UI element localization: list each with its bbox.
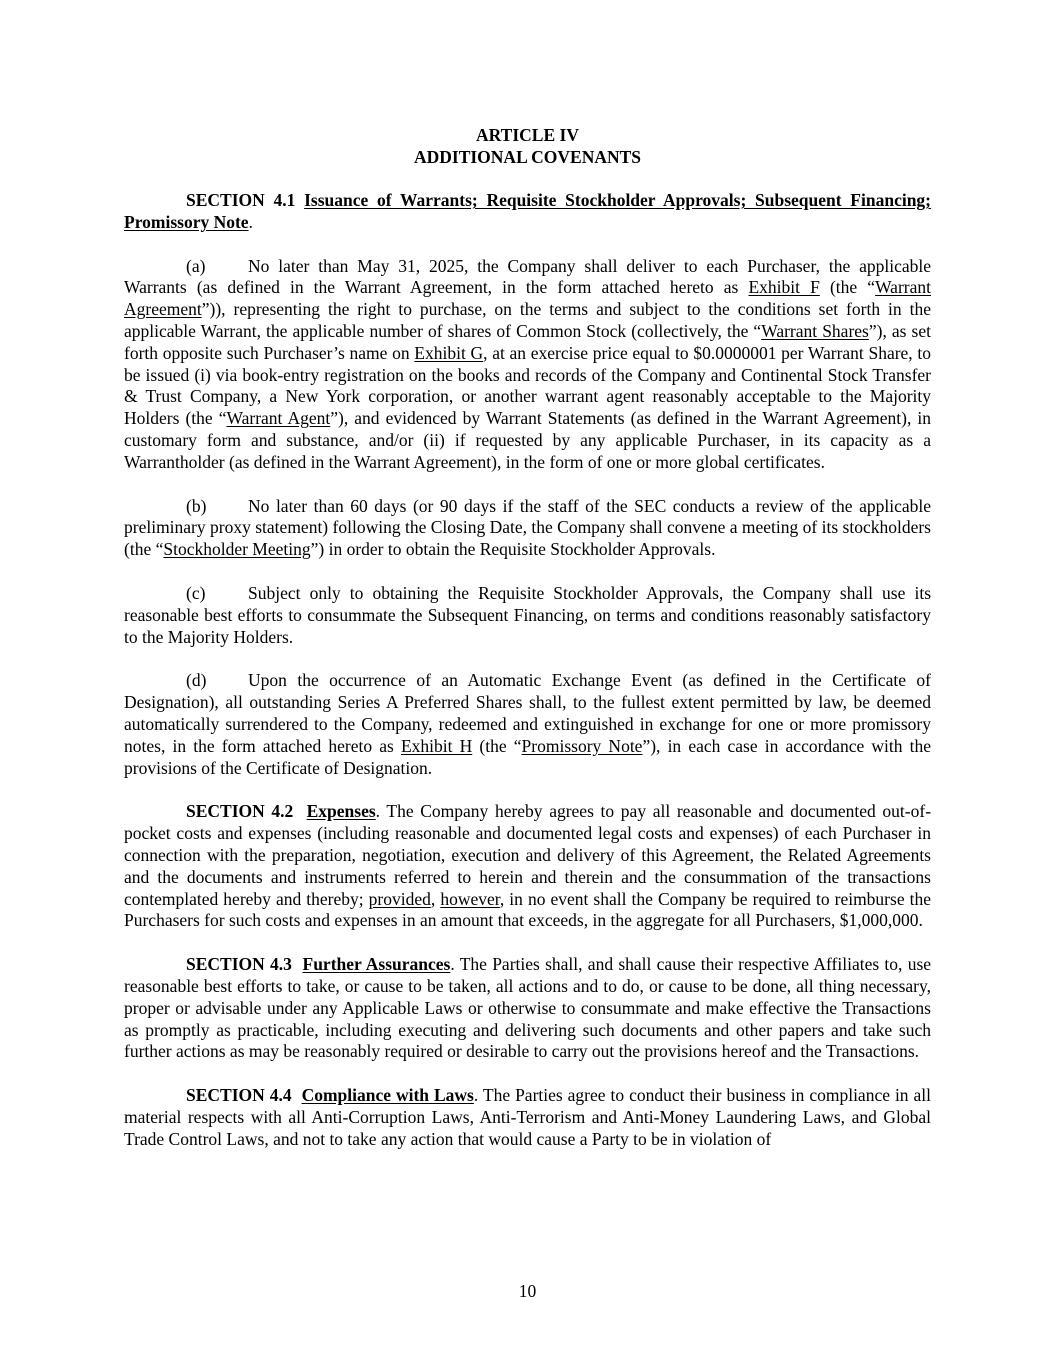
section-title: Further Assurances bbox=[302, 954, 451, 975]
document-page bbox=[124, 124, 931, 1150]
paragraph-4-1-d: (d) Upon the occurrence of an Automatic Exchange Event (as defined in the Certificate of Designation), all outstanding Series A Preferred Shares shall, to the fullest extent permitted by law, be deemed automatically surrendered to the Company, redeemed and extinguished in exchange for one or more promissory notes, in the form attached hereto as Exhibit H (the “Promissory Note”), in each case in accordance with the provisions of the Certificate of Designation. bbox=[124, 670, 932, 778]
section-4-2: SECTION 4.2 Expenses. The Company hereby agrees to pay all reasonable and documented out-of-pocket costs and expenses (including reasonable and documented legal costs and expenses) of each Purchaser in connection with the preparation, negotiation, execution and delivery of this Agreement, the Related Agreements and the documents and instruments referred to herein and therein and the consummation of the transactions contemplated hereby and thereby; provided, however, in no event shall the Company be required to reimburse the Purchasers for such costs and expenses in an amount that exceeds, in the aggregate for all Purchasers, $1,000,000. bbox=[124, 801, 932, 931]
page-number: 10 bbox=[518, 1281, 537, 1301]
paragraph-4-1-c: (c) Subject only to obtaining the Requisite Stockholder Approvals, the Company shall use its reasonable best efforts to consummate the Subsequent Financing, on terms and conditions reasonably satisfactory to the Majority Holders. bbox=[124, 582, 931, 647]
clause-marker: (d) bbox=[186, 670, 207, 691]
paragraph-4-1-b: (b) No later than 60 days (or 90 days if the staff of the SEC conducts a review of the applicable preliminary proxy statement) following the Closing Date, the Company shall convene a meeting of its stockholders (the “Stockholder Meeting”) in order to obtain the Requisite Stockholder Approvals. bbox=[124, 495, 931, 560]
clause-marker: (b) bbox=[186, 495, 207, 516]
article-number: ARTICLE IV bbox=[476, 125, 579, 145]
section-4-3: SECTION 4.3 Further Assurances. The Parties shall, and shall cause their respective Affiliates to, use reasonable best efforts to take, or cause to be taken, all actions and to do, or cause to be done, all thing necessary, proper or advisable under any Applicable Laws or otherwise to consummate and make effective the Transactions as promptly as practicable, including executing and delivering such documents and other papers and take such further actions as may be reasonably required or desirable to carry out the provisions hereof and the Transactions. bbox=[124, 954, 932, 1062]
defined-term-link: Exhibit H bbox=[400, 735, 473, 756]
section-4-4: SECTION 4.4 Compliance with Laws. The Parties agree to conduct their business in compliance in all material respects with all Anti-Corruption Laws, Anti-Terrorism and Anti-Money Laundering Laws, and Global Trade Control Laws, and not to take any action that would cause a Party to be in violation of bbox=[124, 1085, 932, 1149]
defined-term-link: Exhibit G bbox=[414, 342, 484, 363]
article-title: ADDITIONAL COVENANTS bbox=[413, 147, 642, 167]
clause-marker: (a) bbox=[186, 255, 206, 276]
defined-term: Warrant Shares bbox=[761, 320, 869, 341]
paragraph-4-1-a: (a) No later than May 31, 2025, the Company shall deliver to each Purchaser, the applicable Warrants (as defined in the Warrant Agreement, in the form attached hereto as Exhibit F (the “Warrant Agreement”)), representing the right to purchase, on the terms and subject to the conditions set forth in the applicable Warrant, the applicable number of shares of Common Stock (collectively, the “Warrant Shares”), as set forth opposite such Purchaser’s name on Exhibit G, at an exercise price equal to $0.0000001 per Warrant Share, to be issued (i) via book-entry registration on the books and records of the Company and Continental Stock Transfer & Trust Company, a New York corporation, or another warrant agent reasonably acceptable to the Majority Holders (the “Warrant Agent”), and evidenced by Warrant Statements (as defined in the Warrant Agreement), in customary form and substance, and/or (ii) if requested by any applicable Purchaser, in its capacity as a Warrantholder (as defined in the Warrant Agreement), in the form of one or more global certificates. bbox=[124, 255, 931, 472]
defined-term-link: Exhibit F bbox=[748, 277, 820, 298]
section-label: SECTION 4.4 bbox=[186, 1085, 292, 1106]
defined-term: however bbox=[440, 888, 500, 909]
defined-term: Warrant Agent bbox=[226, 408, 331, 429]
section-title: Issuance of Warrants; Requisite Stockholder Approvals; Subsequent Financing; Promissory Note bbox=[124, 190, 932, 232]
clause-marker: (c) bbox=[186, 582, 206, 603]
section-4-1-heading: SECTION 4.1 Issuance of Warrants; Requisite Stockholder Approvals; Subsequent Financing; Promissory Note. bbox=[124, 190, 932, 232]
defined-term: Warrant Agreement bbox=[124, 277, 931, 320]
defined-term: Stockholder Meeting bbox=[163, 539, 311, 560]
article-heading bbox=[124, 124, 931, 168]
defined-term: provided bbox=[368, 888, 431, 909]
section-label: SECTION 4.3 bbox=[186, 954, 292, 975]
section-title: Compliance with Laws bbox=[301, 1085, 474, 1106]
defined-term: Promissory Note bbox=[521, 735, 643, 756]
section-label: SECTION 4.1 bbox=[186, 190, 296, 210]
section-title: Expenses bbox=[306, 801, 376, 822]
section-label: SECTION 4.2 bbox=[186, 801, 294, 822]
